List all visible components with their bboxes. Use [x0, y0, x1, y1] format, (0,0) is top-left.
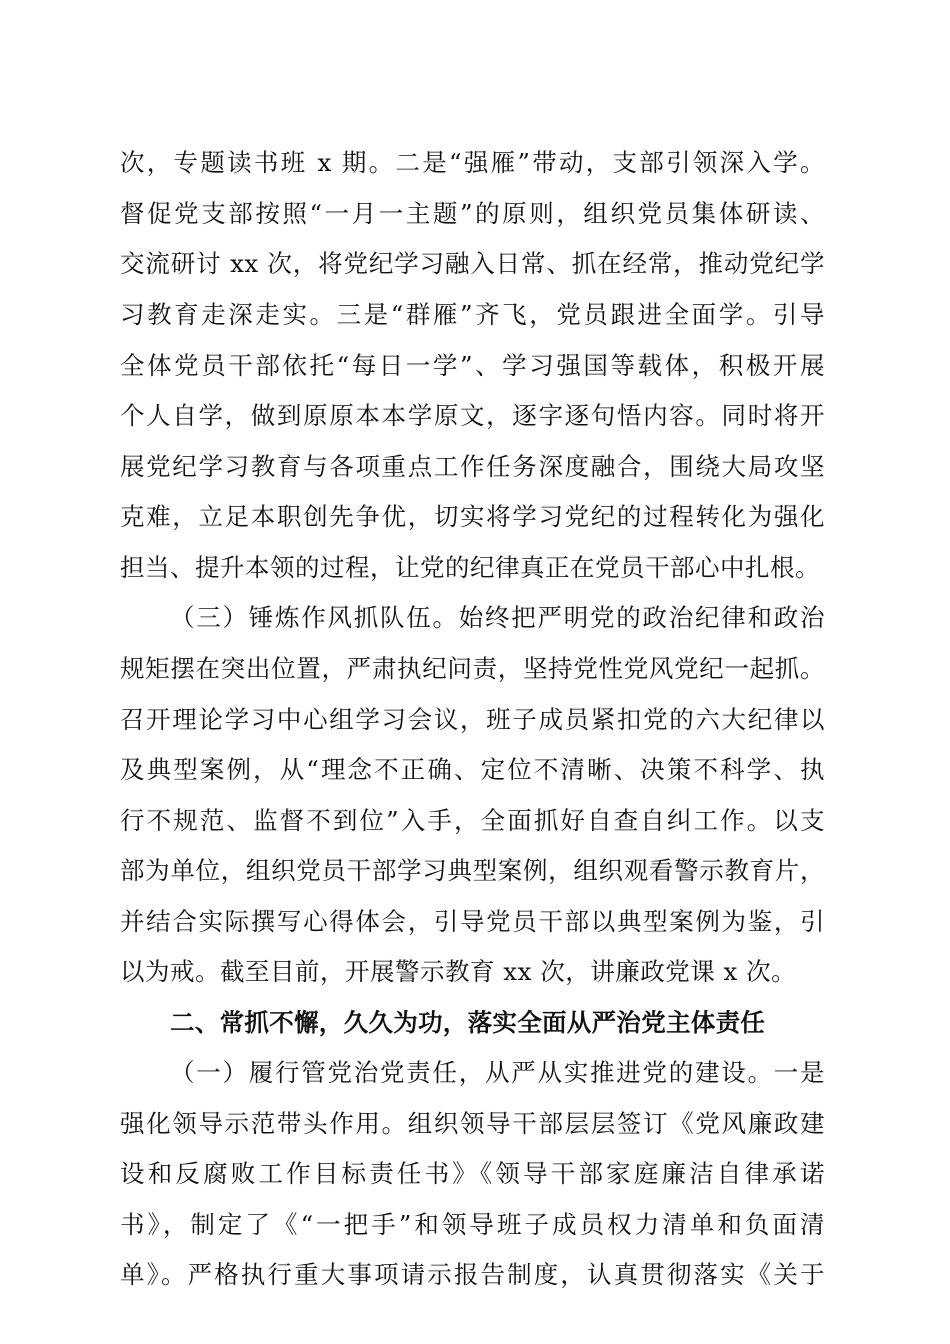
section-heading: 二、常抓不懈，久久为功，落实全面从严治党主体责任	[170, 1008, 766, 1037]
text-line: 规矩摆在突出位置，严肃执纪问责，坚持党性党风党纪一起抓。	[120, 654, 825, 683]
text-line: 以为戒。截至目前，开展警示教育 xx 次，讲廉政党课 x 次。	[120, 957, 797, 986]
text-line: 克难，立足本职创先争优，切实将学习党纪的过程转化为强化	[120, 502, 825, 531]
text-line: 强化领导示范带头作用。组织领导干部层层签订《党风廉政建	[120, 1109, 825, 1138]
text-line: 习教育走深走实。三是“群雁”齐飞，党员跟进全面学。引导	[120, 300, 825, 329]
text-line: 展党纪学习教育与各项重点工作任务深度融合，围绕大局攻坚	[120, 452, 825, 481]
text-line: 担当、提升本领的过程，让党的纪律真正在党员干部心中扎根。	[120, 553, 820, 582]
text-line: 部为单位，组织党员干部学习典型案例，组织观看警示教育片，	[120, 856, 825, 885]
text-line: 书》，制定了《“一把手”和领导班子成员权力清单和负面清	[120, 1210, 825, 1239]
text-line: 设和反腐败工作目标责任书》《领导干部家庭廉洁自律承诺	[120, 1159, 825, 1188]
text-line: 单》。严格执行重大事项请示报告制度，认真贯彻落实《关于	[120, 1260, 825, 1289]
text-line: 交流研讨 xx 次，将党纪学习融入日常、抓在经常，推动党纪学	[120, 249, 825, 278]
section-lead-line: （三）锤炼作风抓队伍。始终把严明党的政治纪律和政治	[170, 603, 825, 632]
text-line: 次，专题读书班 x 期。二是“强雁”带动，支部引领深入学。	[120, 148, 825, 177]
text-line: 行不规范、监督不到位”入手，全面抓好自查自纠工作。以支	[120, 806, 825, 835]
text-line: 督促党支部按照“一月一主题”的原则，组织党员集体研读、	[120, 199, 825, 228]
text-line: 全体党员干部依托“每日一学”、学习强国等载体，积极开展	[120, 351, 825, 380]
section-lead-line: （一）履行管党治党责任，从严从实推进党的建设。一是	[170, 1058, 825, 1087]
text-line: 并结合实际撰写心得体会，引导党员干部以典型案例为鉴，引	[120, 907, 825, 936]
text-line: 个人自学，做到原原本本学原文，逐字逐句悟内容。同时将开	[120, 401, 825, 430]
text-line: 及典型案例，从“理念不正确、定位不清晰、决策不科学、执	[120, 755, 825, 784]
text-line: 召开理论学习中心组学习会议，班子成员紧扣党的六大纪律以	[120, 705, 825, 734]
